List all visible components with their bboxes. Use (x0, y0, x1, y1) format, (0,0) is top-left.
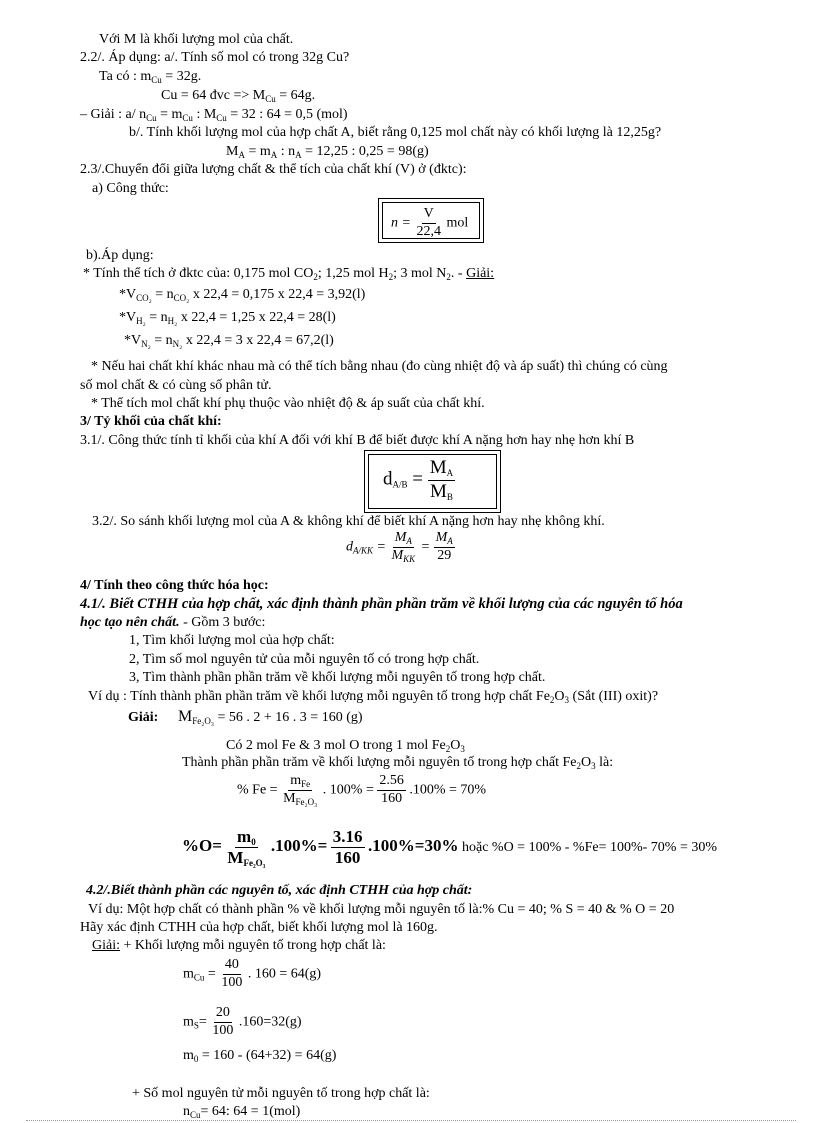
section-2-3: 2.3/.Chuyển đổi giữa lượng chất & thể tích của chất khí (V) ở (đktc): (80, 162, 467, 177)
text-line: Ta có : $m_{Cu} = 32g$. (99, 69, 202, 85)
text-line: $*V_{N_2} = n_{N_2}$ x 22,4 = 3 x 22,4 = 67,2(l) (124, 333, 334, 349)
text-line: học tạo nên chất. - Gồm 3 bước: (80, 615, 266, 630)
text-line: 3.2/. So sánh khối lượng mol của A & không khí để biết khí A nặng hơn hay nhẹ không khí. (92, 514, 605, 529)
section-heading-3: 3/ Tỷ khối của chất khí: (80, 414, 222, 429)
formula-density-air: $d_{A/KK}$ = $\frac{M_A}{M_{KK}}$ = $\frac{M_A}{29}$ (346, 530, 453, 564)
text-line: a) Công thức: (92, 181, 169, 196)
text-line: Với M là khối lượng mol của chất. (99, 32, 294, 47)
text-line: * Tính thể tích ở đktc của: 0,175 mol $CO_2$; 1,25 mol $H_2$; 3 mol $N_2$. - Giải: (83, 266, 495, 282)
text-line: Hãy xác định CTHH của hợp chất, biết khối lượng mol là 160g. (80, 920, 438, 935)
text-line: Giải: + Khối lượng mỗi nguyên tố trong hợp chất là: (92, 938, 386, 953)
formula-fe-percent: % Fe = $\frac{m_{Fe}}{M_{Fe_2O_3}}$ . 100% = $\frac{2.56}{160}$ .100% = 70% (237, 773, 487, 807)
text-line: Có 2 mol Fe & 3 mol O trong 1 mol $Fe_2O_3$ (226, 738, 465, 754)
text-line: b/. Tính khối lượng mol của hợp chất A, biết rằng 0,125 mol chất này có khối lượng là 12,25g? (129, 125, 662, 140)
text-line: $*V_{CO_2} = n_{CO_2}$ x 22,4 = 0,175 x 22,4 = 3,92(l) (119, 287, 366, 303)
text-line: số mol chất & có cùng số phân tử. (80, 378, 272, 393)
text-line: Giải: (128, 710, 159, 725)
formula-volume: n = $\frac{V}{22,4}$ mol (391, 206, 469, 239)
text-line: 3.1/. Công thức tính tỉ khối của khí A đối với khí B để biết được khí A nặng hơn hay nhẹ hơn khí B (80, 433, 635, 448)
text-line: + Số mol nguyên tử mỗi nguyên tố trong hợp chất là: (132, 1086, 430, 1101)
formula-mass-o: $m_0 = 160 - (64+32) = 64(g)$ (183, 1048, 337, 1064)
example-line: Ví dụ: Một hợp chất có thành phần % về khối lượng mỗi nguyên tố là:% Cu = 40; % S = 40 & % O = 20 (88, 902, 675, 917)
text-line: * Thể tích mol chất khí phụ thuộc vào nhiệt độ & áp suất của chất khí. (91, 396, 485, 411)
formula-mass-cu: $m_{Cu}$ = $\frac{40}{100}$ . 160 = 64(g) (183, 957, 322, 990)
formula-mass-s: $m_S=$ $\frac{20}{100}$ .160=32(g) (183, 1005, 302, 1038)
formula-box-density (364, 450, 501, 513)
section-2-2: 2.2/. Áp dụng: a/. Tính số mol có trong 32g Cu? (80, 50, 350, 65)
section-heading-4: 4/ Tính theo công thức hóa học: (80, 578, 269, 593)
text-line: $*V_{H_2} = n_{H_2}$ x 22,4 = 1,25 x 22,4 = 28(l) (119, 310, 336, 326)
formula-box-volume (378, 198, 484, 243)
text-line: $M_A = m_A$ : $n_A = 12,25$ : 0,25 = 98(g) (226, 144, 429, 160)
page-edge-divider (26, 1120, 796, 1121)
formula-o-percent: %O= $\frac{m_0}{M_{Fe_2O_3}}$ .100%= $\frac{3.16}{160}$ .100%=30% hoặc %O = 100% - %Fe= 100%- 70% = 30% (182, 827, 718, 869)
text-line: * Nếu hai chất khí khác nhau mà có thể tích bằng nhau (đo cùng nhiệt độ và áp suất) thì chúng có cùng (91, 359, 668, 374)
text-line: – Giải : a/ $n_{Cu} = m_{Cu}$ : $M_{Cu} = 32$ : 64 = 0,5 (mol) (80, 107, 348, 123)
subsection-4-1: 4.1/. Biết CTHH của hợp chất, xác định thành phần phần trăm về khối lượng của các nguyên tố hóa (80, 596, 683, 612)
example-line: Ví dụ : Tính thành phần phần trăm về khối lượng mỗi nguyên tố trong hợp chất $Fe_2O_3$ (Sắt (III) oxit)? (88, 689, 659, 705)
text-line: Thành phần phần trăm về khối lượng mỗi nguyên tố trong hợp chất $Fe_2O_3$ là: (182, 755, 614, 771)
step-3: 3, Tìm thành phần phần trăm về khối lượng mỗi nguyên tố trong hợp chất. (129, 670, 546, 685)
subsection-4-2: 4.2/.Biết thành phần các nguyên tố, xác định CTHH của hợp chất: (86, 883, 473, 898)
step-2: 2, Tìm số mol nguyên tử của mỗi nguyên tố có trong hợp chất. (129, 652, 480, 667)
text-line: $n_{Cu}= 64$: 64 = 1(mol) (183, 1104, 301, 1120)
text-line: Cu = 64 đvc => $M_{Cu} = 64g$. (161, 88, 316, 104)
formula-molar-mass: $M_{Fe_2O_3} = 56$ . 2 + 16 . 3 = 160 (g) (178, 708, 363, 726)
text-line: b).Áp dụng: (86, 248, 154, 263)
step-1: 1, Tìm khối lượng mol của hợp chất: (129, 633, 335, 648)
formula-density: $d_{A/B}$ = $\frac{M_A}{M_B}$ (383, 457, 454, 502)
